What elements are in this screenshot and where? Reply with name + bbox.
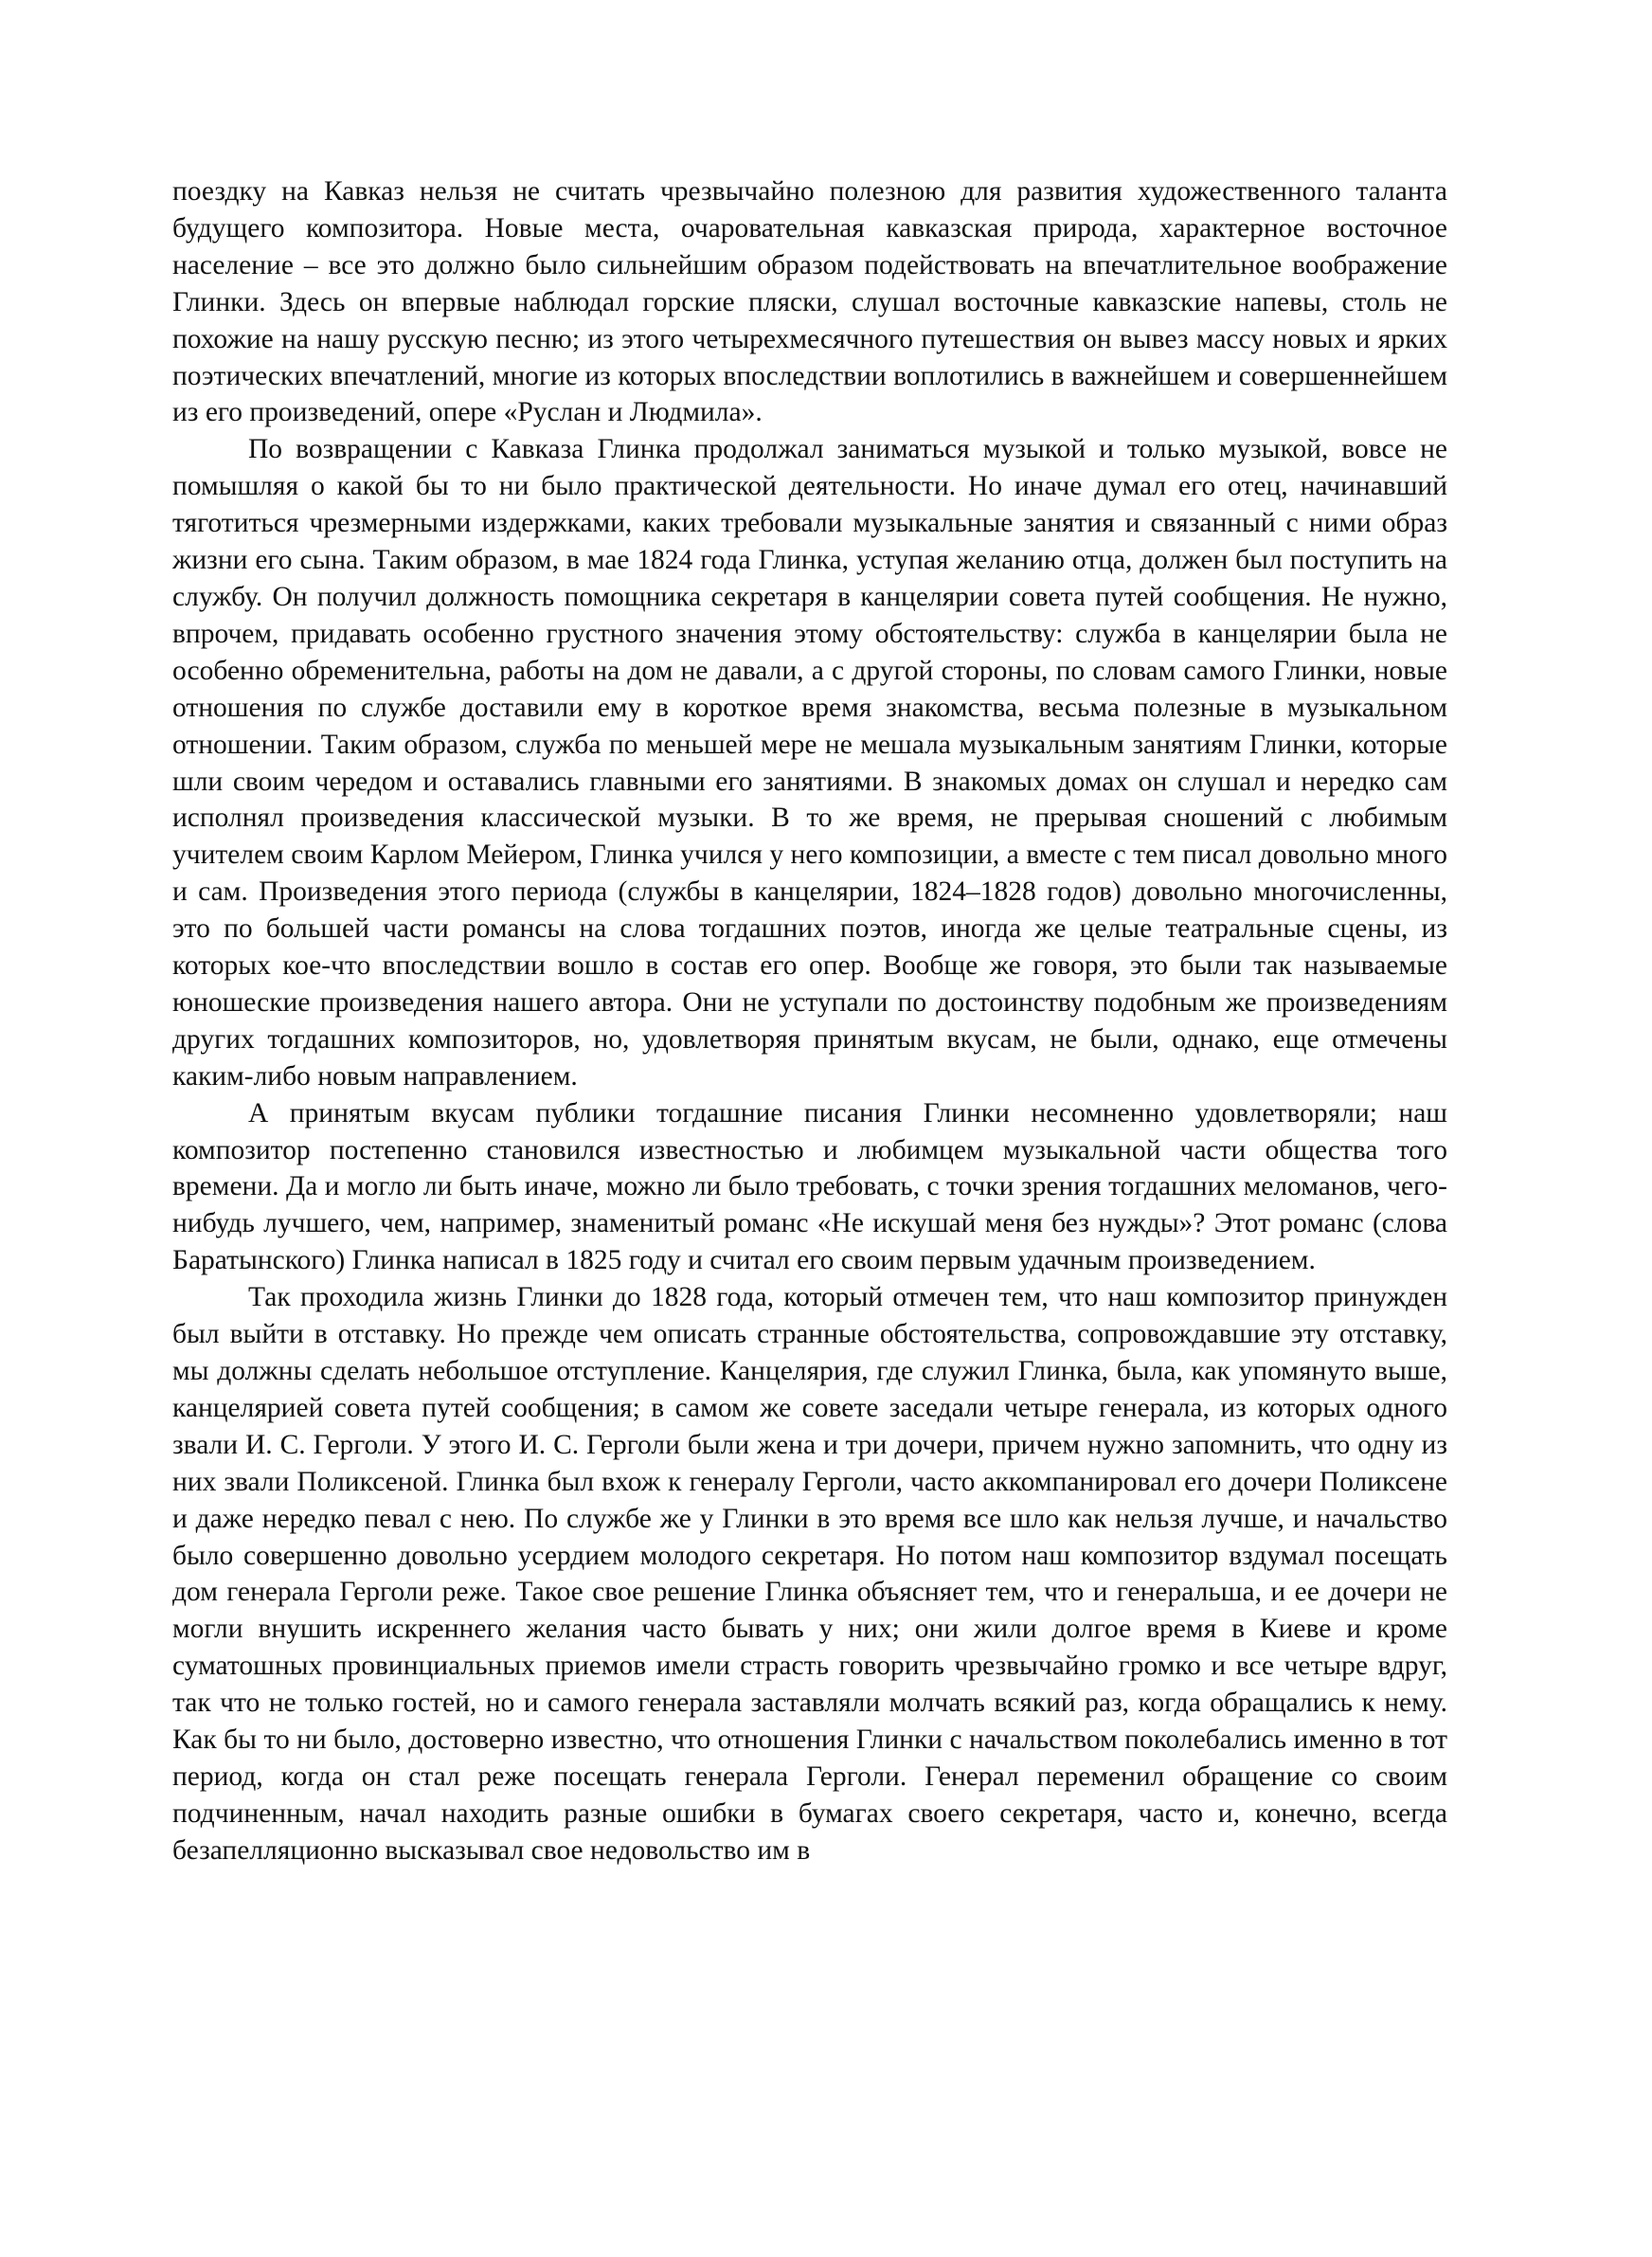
- paragraph-1: поездку на Кавказ нельзя не считать чрезвычайно полезною для развития художественного таланта будущего композитора. Новые места, очаровательная кавказская природа, характерное восточное население – все это должно было сильнейшим образом подействовать на впечатлительное воображение Глинки. Здесь он впервые наблюдал горские пляски, слушал восточные кавказские напевы, столь не похожие на нашу русскую песню; из этого четырехмесячного путешествия он вывез массу новых и ярких поэтических впечатлений, многие из которых впоследствии воплотились в важнейшем и совершеннейшем из его произведений, опере «Руслан и Людмила».: [172, 176, 1447, 428]
- paragraph-2: По возвращении с Кавказа Глинка продолжал заниматься музыкой и только музыкой, вовсе не помышляя о какой бы то ни было практической деятельности. Но иначе думал его отец, начинавший тяготиться чрезмерными издержками, каких требовали музыкальные занятия и связанный с ними образ жизни его сына. Таким образом, в мае 1824 года Глинка, уступая желанию отца, должен был поступить на службу. Он получил должность помощника секретаря в канцелярии совета путей сообщения. Не нужно, впрочем, придавать особенно грустного значения этому обстоятельству: служба в канцелярии была не особенно обременительна, работы на дом не давали, а с другой стороны, по словам самого Глинки, новые отношения по службе доставили ему в короткое время знакомства, весьма полезные в музыкальном отношении. Таким образом, служба по меньшей мере не мешала музыкальным занятиям Глинки, которые шли своим чередом и оставались главными его занятиями. В знакомых домах он слушал и нередко сам исполнял произведения классической музыки. В то же время, не прерывая сношений с любимым учителем своим Карлом Мейером, Глинка учился у него композиции, а вместе с тем писал довольно много и сам. Произведения этого периода (службы в канцелярии, 1824–1828 годов) довольно многочисленны, это по большей части романсы на слова тогдашних поэтов, иногда же целые театральные сцены, из которых кое-что впоследствии вошло в состав его опер. Вообще же говоря, это были так называемые юношеские произведения нашего автора. Они не уступали по достоинству подобным же произведениям других тогдашних композиторов, но, удовлетворяя принятым вкусам, не были, однако, еще отмечены каким-либо новым направлением.: [172, 434, 1447, 1092]
- document-page: [172, 173, 1447, 1869]
- paragraph-4: Так проходила жизнь Глинки до 1828 года, который отмечен тем, что наш композитор принужден был выйти в отставку. Но прежде чем описать странные обстоятельства, сопровождавшие эту отставку, мы должны сделать небольшое отступление. Канцелярия, где служил Глинка, была, как упомянуто выше, канцелярией совета путей сообщения; в самом же совете заседали четыре генерала, из которых одного звали И. С. Герголи. У этого И. С. Герголи были жена и три дочери, причем нужно запомнить, что одну из них звали Поликсеной. Глинка был вхож к генералу Герголи, часто аккомпанировал его дочери Поликсене и даже нередко певал с нею. По службе же у Глинки в это время все шло как нельзя лучше, и начальство было совершенно довольно усердием молодого секретаря. Но потом наш композитор вздумал посещать дом генерала Герголи реже. Такое свое решение Глинка объясняет тем, что и генеральша, и ее дочери не могли внушить искреннего желания часто бывать у них; они жили долгое время в Киеве и кроме суматошных провинциальных приемов имели страсть говорить чрезвычайно громко и все четыре вдруг, так что не только гостей, но и самого генерала заставляли молчать всякий раз, когда обращались к нему. Как бы то ни было, достоверно известно, что отношения Глинки с начальством поколебались именно в тот период, когда он стал реже посещать генерала Герголи. Генерал переменил обращение со своим подчиненным, начал находить разные ошибки в бумагах своего секретаря, часто и, конечно, всегда безапелляционно высказывал свое недовольство им в: [172, 1282, 1447, 1866]
- paragraph-3: А принятым вкусам публики тогдашние писания Глинки несомненно удовлетворяли; наш композитор постепенно становился известностью и любимцем музыкальной части общества того времени. Да и могло ли быть иначе, можно ли было требовать, с точки зрения тогдашних меломанов, чего-нибудь лучшего, чем, например, знаменитый романс «Не искушай меня без нужды»? Этот романс (слова Баратынского) Глинка написал в 1825 году и считал его своим первым удачным произведением.: [172, 1097, 1447, 1276]
